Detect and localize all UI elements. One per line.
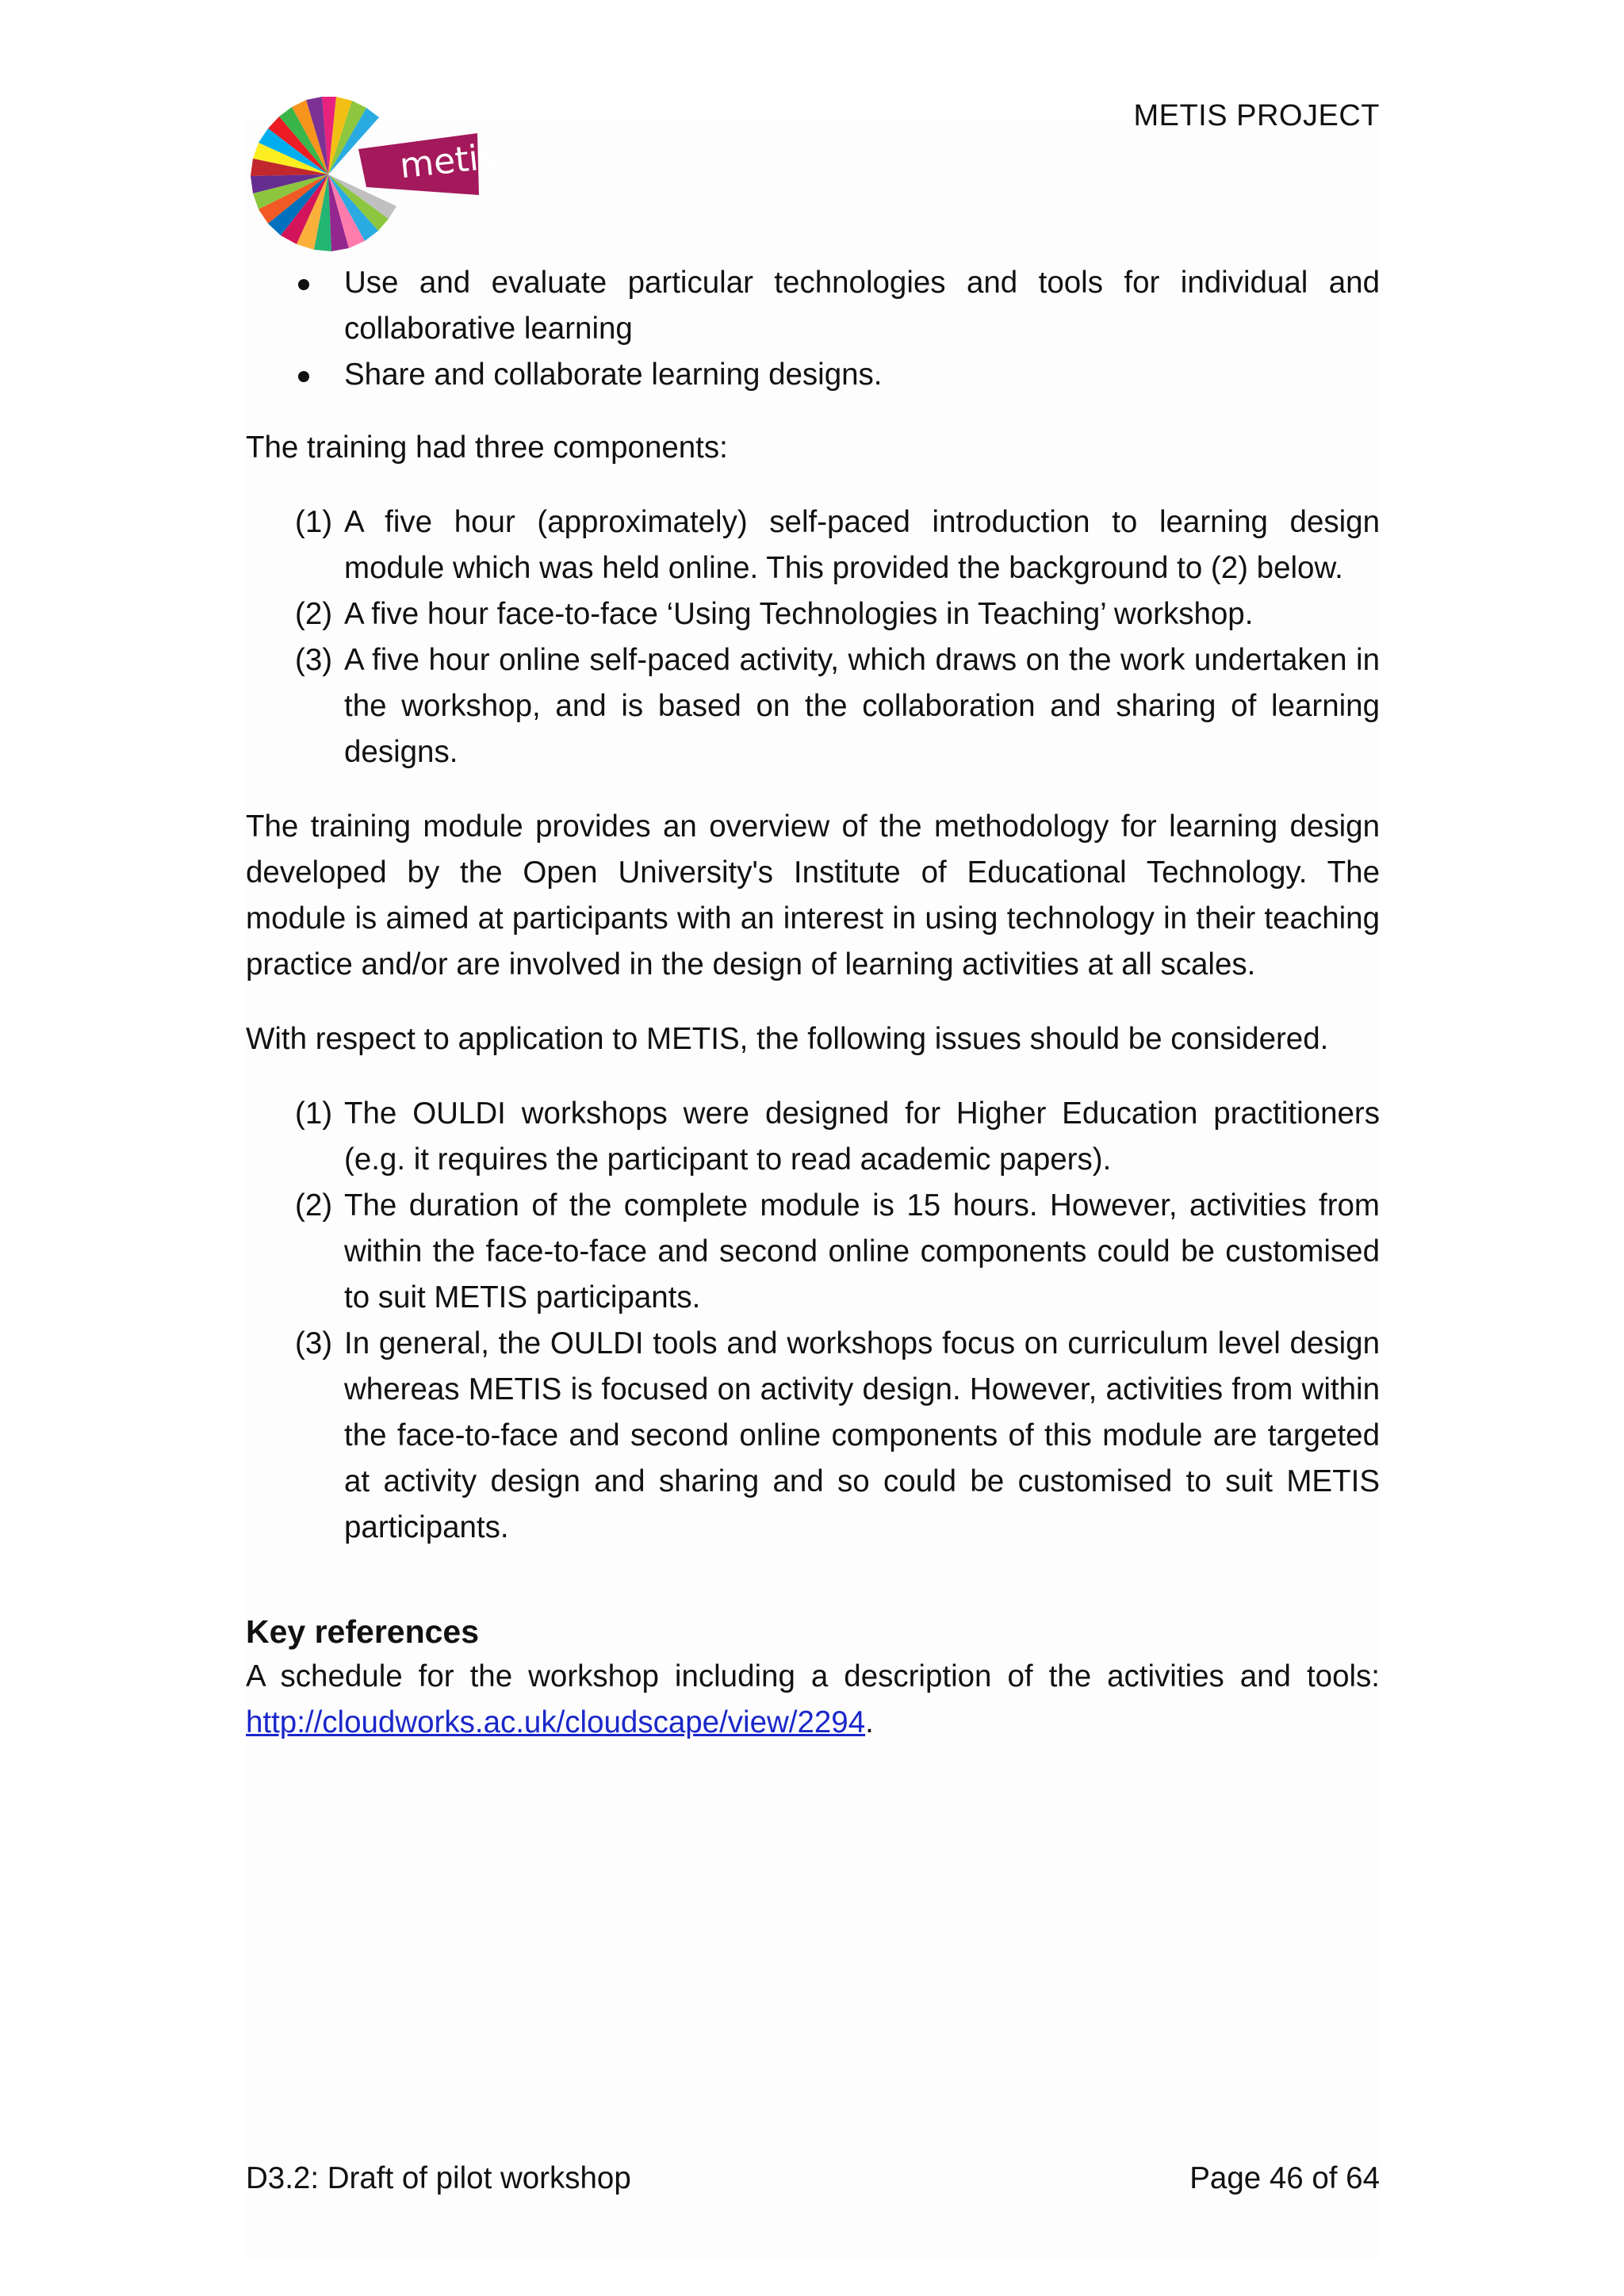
list-item: (3) In general, the OULDI tools and workshops focus on curriculum level design whereas METIS is focused on activity design. However, activities from within the face-to-face and second online components of this module are targeted at activity design and sharing and so could be customised to suit METIS participants. (295, 1326, 1380, 1544)
footer-page-number: Page 46 of 64 (1189, 2161, 1380, 2195)
training-intro: The training had three components: (246, 430, 728, 465)
list-item: (2) The duration of the complete module is 15 hours. However, activities from within the face-to-face and second online components could be customised to suit METIS participants. (295, 1188, 1380, 1314)
list-item: (2) A five hour face-to-face ‘Using Technologies in Teaching’ workshop. (295, 597, 1254, 631)
key-references-text: A schedule for the workshop including a description of the activities and tools: http://cloudworks.ac.uk/cloudscape/view/2294. (246, 1659, 1380, 1739)
metis-logo (247, 94, 499, 260)
list-item: Use and evaluate particular technologies and tools for individual and collaborative learning (246, 260, 1380, 352)
footer (246, 2161, 1380, 2196)
main-content (246, 260, 1380, 1746)
bullet-list (246, 260, 1380, 398)
footer-document-title: D3.2: Draft of pilot workshop (246, 2161, 631, 2195)
bullet-icon (298, 279, 309, 290)
list-item: (1) A five hour (approximately) self-paced introduction to learning design module which was held online. This provided the background to (2) below. (295, 505, 1380, 585)
issues-list (246, 1091, 1380, 1551)
header-title: METIS PROJECT (1133, 99, 1380, 132)
list-item: (3) A five hour online self-paced activity, which draws on the work undertaken in the workshop, and is based on the collaboration and sharing of learning designs. (295, 643, 1380, 769)
module-paragraph: The training module provides an overview of the methodology for learning design developed by the Open University's Institute of Educational Technology. The module is aimed at participants with an interest in using technology in their teaching practice and/or are involved in the design of learning activities at all scales. (246, 809, 1380, 982)
list-item: (1) The OULDI workshops were designed for Higher Education practitioners (e.g. it requires the participant to read academic papers). (295, 1096, 1380, 1177)
key-references-heading: Key references (246, 1613, 480, 1650)
logo-text: metis (397, 136, 499, 187)
components-list (246, 499, 1380, 775)
cloudworks-link[interactable]: http://cloudworks.ac.uk/cloudscape/view/2294 (246, 1705, 866, 1739)
respect-paragraph: With respect to application to METIS, the following issues should be considered. (246, 1022, 1329, 1056)
list-item: Share and collaborate learning designs. (246, 352, 1380, 398)
bullet-icon (298, 371, 309, 382)
